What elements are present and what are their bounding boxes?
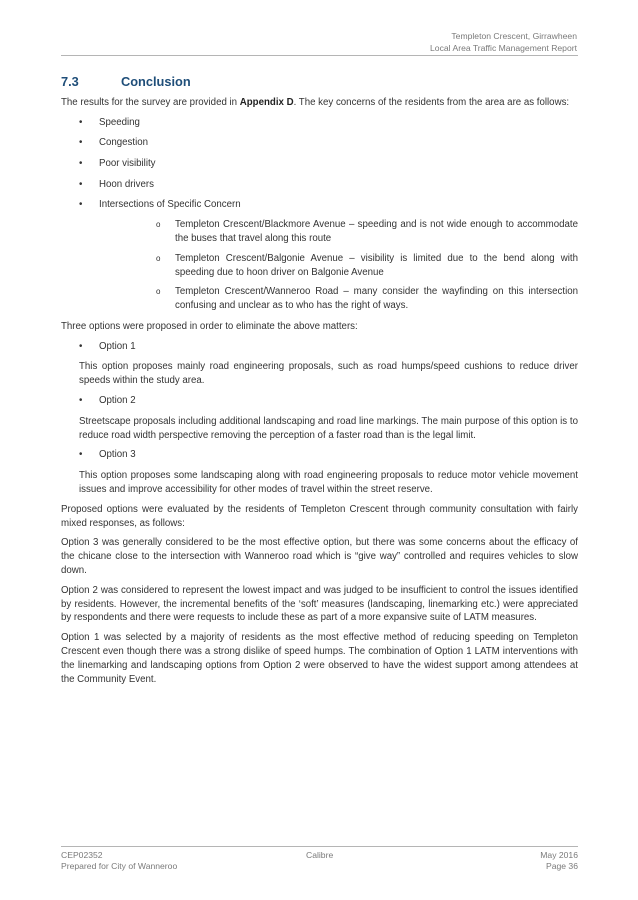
footer-divider <box>61 846 578 847</box>
list-item: • Poor visibility <box>79 157 156 169</box>
bullet-icon: • <box>79 199 83 211</box>
option-block <box>61 394 578 442</box>
option-title: • Option 1 <box>79 340 136 352</box>
bullet-icon: • <box>79 137 83 149</box>
bullet-icon: • <box>79 116 83 128</box>
document-number: CEP02352 <box>61 850 103 860</box>
intro-text-before: The results for the survey are provided in <box>61 96 240 108</box>
list-item: • Intersections of Specific Concern o Templeton Crescent/Blackmore Avenue – speeding and is not wide enough to accommodate the buses that travel along this route o Templeton Crescent/Balgonie Avenue – visibility is limited due to the bend along with speeding due to hoon driver on Balgonie Avenue o Templeton Crescent/Wanneroo Road – many consider the wayfinding on this intersection confusing and unclear as to who has the right of ways. <box>79 199 578 312</box>
footer-left <box>61 850 177 872</box>
bullet-icon: • <box>79 157 83 169</box>
option2-paragraph: Option 2 was considered to represent the lowest impact and was judged to be insufficient to control the issues identified by residents. However, the incremental benefits of the ‘soft’ measures (landscaping, linemarking etc.) were appreciated by respondents and there were requests to include these as part of a more expansive suite of LATM measures. <box>61 584 578 624</box>
option-title: • Option 2 <box>79 395 136 406</box>
concerns-list <box>61 116 578 313</box>
list-item: • Congestion <box>79 137 149 149</box>
section-number: 7.3 <box>61 74 79 89</box>
page-header <box>430 30 577 54</box>
appendix-reference: Appendix D <box>239 96 294 108</box>
list-item: o Templeton Crescent/Wanneroo Road – many consider the wayfinding on this intersection confusing and unclear as to who has the right of ways. <box>156 286 578 312</box>
list-item: o Templeton Crescent/Blackmore Avenue – speeding and is not wide enough to accommodate the buses that travel along this route <box>156 219 578 244</box>
option-block <box>61 448 578 496</box>
option-description: Streetscape proposals including additional landscaping and road line markings. The main purpose of this option is to reduce road width perspective removing the perception of a faster road than is the legal limit. <box>79 415 578 441</box>
circle-bullet-icon: o <box>156 220 161 230</box>
header-subtitle: Local Area Traffic Management Report <box>430 43 577 53</box>
page-number: Page 36 <box>545 861 578 871</box>
header-divider <box>61 55 578 56</box>
option-title: • Option 3 <box>79 449 136 461</box>
bullet-icon: • <box>79 395 83 406</box>
document-body <box>61 75 578 692</box>
list-item: • Hoon drivers <box>79 178 154 190</box>
option1-paragraph: Option 1 was selected by a majority of residents as the most effective method of reducing speeding on Templeton Crescent even though there was a strong dislike of speed humps. The combination of Option 1 LATM interventions with the linemarking and landscaping options from Option 2 were observed to have the widest support among attendees at the Community Event. <box>61 632 578 685</box>
intro-text-after: . The key concerns of the residents from the area are as follows: <box>293 96 570 108</box>
report-date: May 2016 <box>540 850 578 860</box>
options-intro: Three options were proposed in order to eliminate the above matters: <box>61 320 358 332</box>
bullet-icon: • <box>79 340 83 352</box>
circle-bullet-icon: o <box>156 253 161 263</box>
company-name: Calibre <box>306 850 334 860</box>
bullet-icon: • <box>79 178 83 190</box>
list-item: o Templeton Crescent/Balgonie Avenue – visibility is limited due to the bend along with speeding due to hoon driver on Balgonie Avenue <box>156 252 578 278</box>
intro-paragraph <box>61 96 578 110</box>
option-description: This option proposes some landscaping along with road engineering proposals to reduce motor vehicle movement issues and improve accessibility for other modes of travel within the street reserve. <box>79 470 578 495</box>
option3-paragraph: Option 3 was generally considered to be the most effective option, but there was some concerns about the efficacy of the chicane close to the intersection with Wanneroo road which is “give way” controlled and requires vehicles to slow down. <box>61 537 578 576</box>
bullet-icon: • <box>79 449 83 461</box>
option-description: This option proposes mainly road engineering proposals, such as road humps/speed cushions to reduce driver speeds within the study area. <box>79 361 578 387</box>
option-block <box>61 340 578 388</box>
evaluation-paragraph: Proposed options were evaluated by the residents of Templeton Crescent through community consultation with fairly mixed responses, as follows: <box>61 503 578 529</box>
header-title: Templeton Crescent, Girrawheen <box>451 31 577 41</box>
section-title: Conclusion <box>121 74 191 89</box>
section-heading <box>61 75 578 89</box>
prepared-for: Prepared for City of Wanneroo <box>61 861 178 871</box>
intersections-list <box>99 218 578 313</box>
circle-bullet-icon: o <box>156 287 161 297</box>
footer-right <box>540 850 578 872</box>
list-item: • Speeding <box>79 116 140 128</box>
